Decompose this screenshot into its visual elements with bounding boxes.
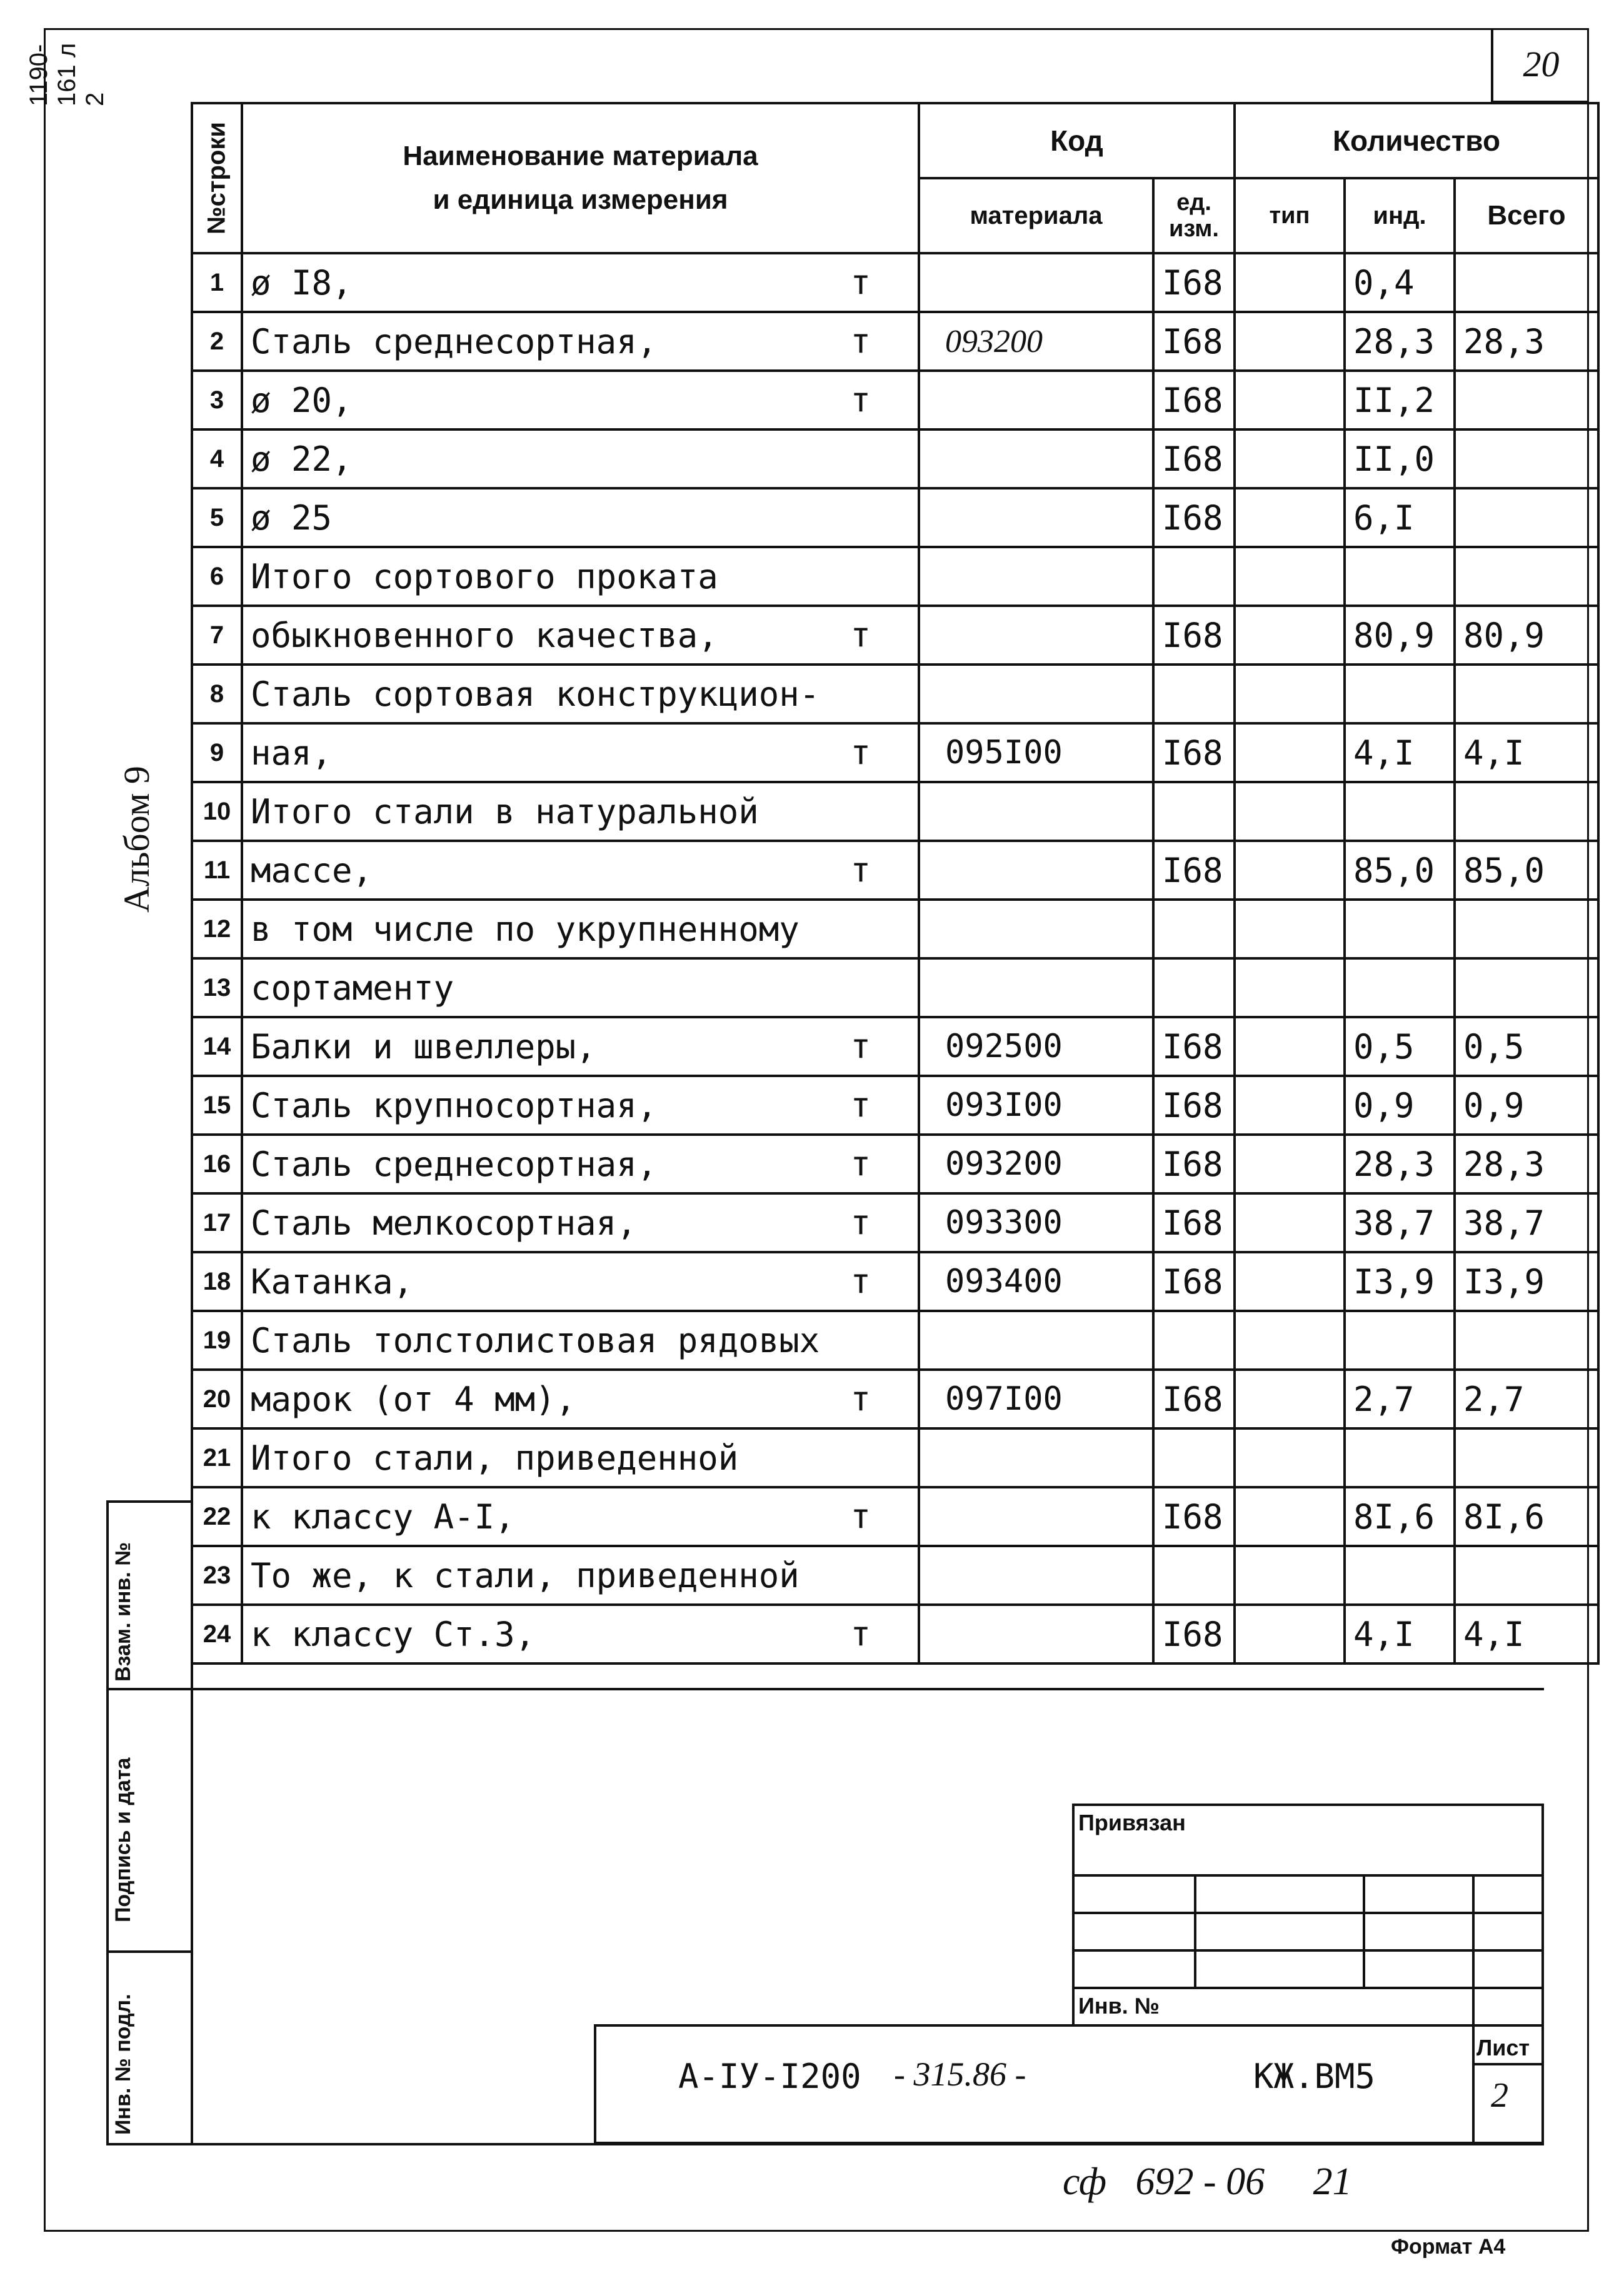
doc-code-a: А-IУ-I200 xyxy=(678,2057,861,2096)
unit-code: I68 xyxy=(1153,606,1235,665)
qty-type xyxy=(1235,371,1345,429)
qty-total xyxy=(1455,1428,1598,1487)
qty-total: 0,9 xyxy=(1455,1076,1598,1135)
qty-ind: 28,3 xyxy=(1345,1135,1455,1193)
material-name: обыкновенного качества, т xyxy=(242,606,919,665)
qty-total xyxy=(1455,900,1598,958)
table-row xyxy=(192,958,1598,1017)
unit-code xyxy=(1153,1546,1235,1605)
qty-type xyxy=(1235,488,1345,547)
table-row xyxy=(192,312,1598,371)
table-row xyxy=(192,429,1598,488)
unit-code: I68 xyxy=(1153,429,1235,488)
unit-code: I68 xyxy=(1153,1076,1235,1135)
header-code-unit: ед. изм. xyxy=(1153,178,1235,253)
material-code xyxy=(919,900,1153,958)
unit-code: I68 xyxy=(1153,1487,1235,1546)
unit-code xyxy=(1153,782,1235,841)
side-code: 1190-161 л 2 xyxy=(25,43,109,106)
inv-no-label: Инв. № xyxy=(1078,1993,1160,2019)
material-name: ная, т xyxy=(242,723,919,782)
row-number: 19 xyxy=(192,1311,242,1370)
qty-total xyxy=(1455,1546,1598,1605)
sheet-number: 2 xyxy=(1491,2076,1508,2115)
material-name: Катанка, т xyxy=(242,1252,919,1311)
unit-code: I68 xyxy=(1153,488,1235,547)
qty-ind: I3,9 xyxy=(1345,1252,1455,1311)
material-code: 093300 xyxy=(919,1193,1153,1252)
qty-ind: 80,9 xyxy=(1345,606,1455,665)
qty-total: 4,I xyxy=(1455,1605,1598,1663)
qty-ind xyxy=(1345,1428,1455,1487)
qty-type xyxy=(1235,665,1345,723)
row-number: 17 xyxy=(192,1193,242,1252)
qty-type xyxy=(1235,1487,1345,1546)
unit-label: т xyxy=(850,380,871,420)
row-number: 5 xyxy=(192,488,242,547)
qty-ind: 28,3 xyxy=(1345,312,1455,371)
table-row xyxy=(192,1076,1598,1135)
material-code xyxy=(919,1605,1153,1663)
material-name: к классу Ст.3, т xyxy=(242,1605,919,1663)
qty-ind: 85,0 xyxy=(1345,841,1455,900)
header-code: Код xyxy=(919,103,1235,178)
stamp-podpis: Подпись и дата xyxy=(111,1757,135,1922)
material-code xyxy=(919,665,1153,723)
material-code xyxy=(919,1487,1153,1546)
qty-total xyxy=(1455,488,1598,547)
qty-type xyxy=(1235,547,1345,606)
privyazan-col-2 xyxy=(1363,1874,1365,1987)
materials-table xyxy=(191,102,1600,1665)
album-label: Альбом 9 xyxy=(116,766,157,913)
row-number: 7 xyxy=(192,606,242,665)
unit-label: т xyxy=(850,263,871,303)
qty-ind xyxy=(1345,782,1455,841)
header-qty-ind: инд. xyxy=(1345,178,1455,253)
qty-total xyxy=(1455,429,1598,488)
qty-total xyxy=(1455,958,1598,1017)
material-name: То же, к стали, приведенной xyxy=(242,1546,919,1605)
row-number: 21 xyxy=(192,1428,242,1487)
row-number: 14 xyxy=(192,1017,242,1076)
header-row-no: №строки xyxy=(192,103,242,253)
material-name: ø I8, т xyxy=(242,253,919,312)
row-number: 13 xyxy=(192,958,242,1017)
sheet-row-line xyxy=(1472,2063,1544,2065)
row-number: 12 xyxy=(192,900,242,958)
material-name: Итого сортового проката xyxy=(242,547,919,606)
qty-ind: 4,I xyxy=(1345,1605,1455,1663)
row-number: 23 xyxy=(192,1546,242,1605)
material-code xyxy=(919,1428,1153,1487)
row-number: 16 xyxy=(192,1135,242,1193)
sheet-label: Лист xyxy=(1476,2035,1530,2060)
material-code: 093200 xyxy=(919,1135,1153,1193)
qty-total: 4,I xyxy=(1455,723,1598,782)
stamp-divider-2 xyxy=(106,1950,193,1953)
unit-label: т xyxy=(850,1614,871,1654)
material-code xyxy=(919,547,1153,606)
material-name: Сталь крупносортная, т xyxy=(242,1076,919,1135)
qty-type xyxy=(1235,723,1345,782)
format-label: Формат А4 xyxy=(1391,2235,1506,2259)
material-name: ø 25 xyxy=(242,488,919,547)
unit-label: т xyxy=(850,1144,871,1184)
qty-type xyxy=(1235,900,1345,958)
qty-ind xyxy=(1345,547,1455,606)
privyazan-col-3 xyxy=(1472,1874,1475,2024)
material-code xyxy=(919,429,1153,488)
material-name: к классу А-I, т xyxy=(242,1487,919,1546)
material-name: Итого стали в натуральной xyxy=(242,782,919,841)
qty-total: I3,9 xyxy=(1455,1252,1598,1311)
qty-type xyxy=(1235,1546,1345,1605)
row-number: 11 xyxy=(192,841,242,900)
qty-type xyxy=(1235,1605,1345,1663)
unit-code: I68 xyxy=(1153,1370,1235,1428)
stamp-top-line xyxy=(106,1500,193,1503)
qty-total xyxy=(1455,782,1598,841)
stamp-left-line xyxy=(106,1500,109,2144)
material-name: Сталь среднесортная, т xyxy=(242,312,919,371)
material-name: Сталь толстолистовая рядовых xyxy=(242,1311,919,1370)
unit-label: т xyxy=(850,1379,871,1419)
qty-type xyxy=(1235,429,1345,488)
doc-code-c: КЖ.ВМ5 xyxy=(1253,2057,1376,2096)
qty-type xyxy=(1235,1193,1345,1252)
qty-total: 28,3 xyxy=(1455,1135,1598,1193)
qty-total: 8I,6 xyxy=(1455,1487,1598,1546)
material-name: Сталь мелкосортная, т xyxy=(242,1193,919,1252)
header-qty-type: тип xyxy=(1235,178,1345,253)
qty-ind: 4,I xyxy=(1345,723,1455,782)
unit-label: т xyxy=(850,1085,871,1125)
qty-ind: 2,7 xyxy=(1345,1370,1455,1428)
row-number: 15 xyxy=(192,1076,242,1135)
qty-ind xyxy=(1345,1546,1455,1605)
unit-code: I68 xyxy=(1153,1135,1235,1193)
sheet-col-line xyxy=(1472,2024,1475,2144)
unit-label: т xyxy=(850,1203,871,1243)
qty-total xyxy=(1455,665,1598,723)
row-number: 18 xyxy=(192,1252,242,1311)
row-number: 3 xyxy=(192,371,242,429)
table-row xyxy=(192,1370,1598,1428)
unit-label: т xyxy=(850,1497,871,1537)
qty-type xyxy=(1235,1428,1345,1487)
material-code xyxy=(919,958,1153,1017)
qty-ind: II,0 xyxy=(1345,429,1455,488)
table-row xyxy=(192,665,1598,723)
table-row xyxy=(192,841,1598,900)
material-code xyxy=(919,253,1153,312)
unit-code xyxy=(1153,1311,1235,1370)
unit-code: I68 xyxy=(1153,1017,1235,1076)
table-row xyxy=(192,1546,1598,1605)
qty-type xyxy=(1235,841,1345,900)
header-qty-total: Всего xyxy=(1455,178,1598,253)
material-code xyxy=(919,606,1153,665)
qty-ind: 8I,6 xyxy=(1345,1487,1455,1546)
unit-label: т xyxy=(850,615,871,655)
unit-label: т xyxy=(850,850,871,890)
qty-type xyxy=(1235,312,1345,371)
stamp-divider-1 xyxy=(106,1688,193,1690)
table-row xyxy=(192,1487,1598,1546)
page-number: 20 xyxy=(1491,28,1589,103)
privyazan-col-1 xyxy=(1194,1874,1196,1987)
qty-ind xyxy=(1345,1311,1455,1370)
material-name: Сталь сортовая конструкцион- xyxy=(242,665,919,723)
stamp-right-line xyxy=(191,1500,193,2144)
unit-code: I68 xyxy=(1153,312,1235,371)
unit-label: т xyxy=(850,1262,871,1302)
qty-type xyxy=(1235,782,1345,841)
qty-total: 38,7 xyxy=(1455,1193,1598,1252)
material-name: массе, т xyxy=(242,841,919,900)
material-code: 092500 xyxy=(919,1017,1153,1076)
table-row xyxy=(192,1193,1598,1252)
row-number: 10 xyxy=(192,782,242,841)
qty-ind xyxy=(1345,900,1455,958)
unit-code: I68 xyxy=(1153,1193,1235,1252)
qty-ind: 0,4 xyxy=(1345,253,1455,312)
unit-code xyxy=(1153,900,1235,958)
unit-code: I68 xyxy=(1153,253,1235,312)
unit-code: I68 xyxy=(1153,371,1235,429)
table-row xyxy=(192,1311,1598,1370)
material-code: 095I00 xyxy=(919,723,1153,782)
material-code: 093I00 xyxy=(919,1076,1153,1135)
header-quantity: Количество xyxy=(1235,103,1598,178)
unit-code: I68 xyxy=(1153,723,1235,782)
qty-total: 2,7 xyxy=(1455,1370,1598,1428)
row-number: 20 xyxy=(192,1370,242,1428)
qty-total: 28,3 xyxy=(1455,312,1598,371)
material-name: в том числе по укрупненному xyxy=(242,900,919,958)
header-code-material: материала xyxy=(919,178,1153,253)
table-row xyxy=(192,1605,1598,1663)
unit-code: I68 xyxy=(1153,1252,1235,1311)
material-name: ø 22, xyxy=(242,429,919,488)
title-area-top-line xyxy=(191,1688,1544,1690)
material-code: 093200 xyxy=(919,312,1153,371)
unit-code: I68 xyxy=(1153,841,1235,900)
material-name: Балки и швеллеры, т xyxy=(242,1017,919,1076)
table-row xyxy=(192,488,1598,547)
qty-type xyxy=(1235,1135,1345,1193)
qty-ind: II,2 xyxy=(1345,371,1455,429)
unit-label: т xyxy=(850,733,871,773)
row-number: 24 xyxy=(192,1605,242,1663)
unit-code xyxy=(1153,1428,1235,1487)
row-number: 2 xyxy=(192,312,242,371)
doc-code-b: - 315.86 - xyxy=(894,2055,1026,2093)
unit-label: т xyxy=(850,1026,871,1066)
row-number: 8 xyxy=(192,665,242,723)
material-name: ø 20, т xyxy=(242,371,919,429)
qty-total xyxy=(1455,547,1598,606)
qty-ind: 0,9 xyxy=(1345,1076,1455,1135)
material-name: марок (от 4 мм), т xyxy=(242,1370,919,1428)
table-row xyxy=(192,253,1598,312)
material-code: 093400 xyxy=(919,1252,1153,1311)
unit-code: I68 xyxy=(1153,1605,1235,1663)
stamp-inv-podl: Инв. № подл. xyxy=(111,1994,135,2135)
qty-total xyxy=(1455,253,1598,312)
qty-total: 85,0 xyxy=(1455,841,1598,900)
qty-ind xyxy=(1345,665,1455,723)
table-row xyxy=(192,723,1598,782)
row-number: 4 xyxy=(192,429,242,488)
qty-total xyxy=(1455,1311,1598,1370)
qty-total: 0,5 xyxy=(1455,1017,1598,1076)
table-row xyxy=(192,547,1598,606)
table-row xyxy=(192,1428,1598,1487)
qty-type xyxy=(1235,1076,1345,1135)
table-row xyxy=(192,371,1598,429)
privyazan-label: Привязан xyxy=(1078,1810,1186,1835)
table-row xyxy=(192,1017,1598,1076)
unit-code xyxy=(1153,958,1235,1017)
qty-ind: 0,5 xyxy=(1345,1017,1455,1076)
qty-total: 80,9 xyxy=(1455,606,1598,665)
qty-ind: 6,I xyxy=(1345,488,1455,547)
table-row xyxy=(192,1252,1598,1311)
table-row xyxy=(192,900,1598,958)
qty-type xyxy=(1235,606,1345,665)
material-name: сортаменту xyxy=(242,958,919,1017)
material-code xyxy=(919,841,1153,900)
material-code xyxy=(919,1311,1153,1370)
unit-code xyxy=(1153,665,1235,723)
qty-ind xyxy=(1345,958,1455,1017)
qty-type xyxy=(1235,253,1345,312)
material-code xyxy=(919,371,1153,429)
qty-type xyxy=(1235,1252,1345,1311)
table-row xyxy=(192,606,1598,665)
row-number: 1 xyxy=(192,253,242,312)
stamp-vzam: Взам. инв. № xyxy=(111,1542,135,1682)
handwritten-note: сф 692 - 06 21 xyxy=(1063,2160,1352,2203)
table-row xyxy=(192,782,1598,841)
material-code xyxy=(919,782,1153,841)
material-code: 097I00 xyxy=(919,1370,1153,1428)
unit-code xyxy=(1153,547,1235,606)
row-number: 6 xyxy=(192,547,242,606)
header-name: Наименование материала и единица измерения xyxy=(242,103,919,253)
material-name: Итого стали, приведенной xyxy=(242,1428,919,1487)
unit-label: т xyxy=(850,321,871,361)
material-name: Сталь среднесортная, т xyxy=(242,1135,919,1193)
row-number: 9 xyxy=(192,723,242,782)
material-code xyxy=(919,1546,1153,1605)
qty-type xyxy=(1235,1311,1345,1370)
material-code xyxy=(919,488,1153,547)
table-row xyxy=(192,1135,1598,1193)
qty-total xyxy=(1455,371,1598,429)
qty-type xyxy=(1235,1370,1345,1428)
qty-type xyxy=(1235,1017,1345,1076)
row-number: 22 xyxy=(192,1487,242,1546)
qty-type xyxy=(1235,958,1345,1017)
qty-ind: 38,7 xyxy=(1345,1193,1455,1252)
